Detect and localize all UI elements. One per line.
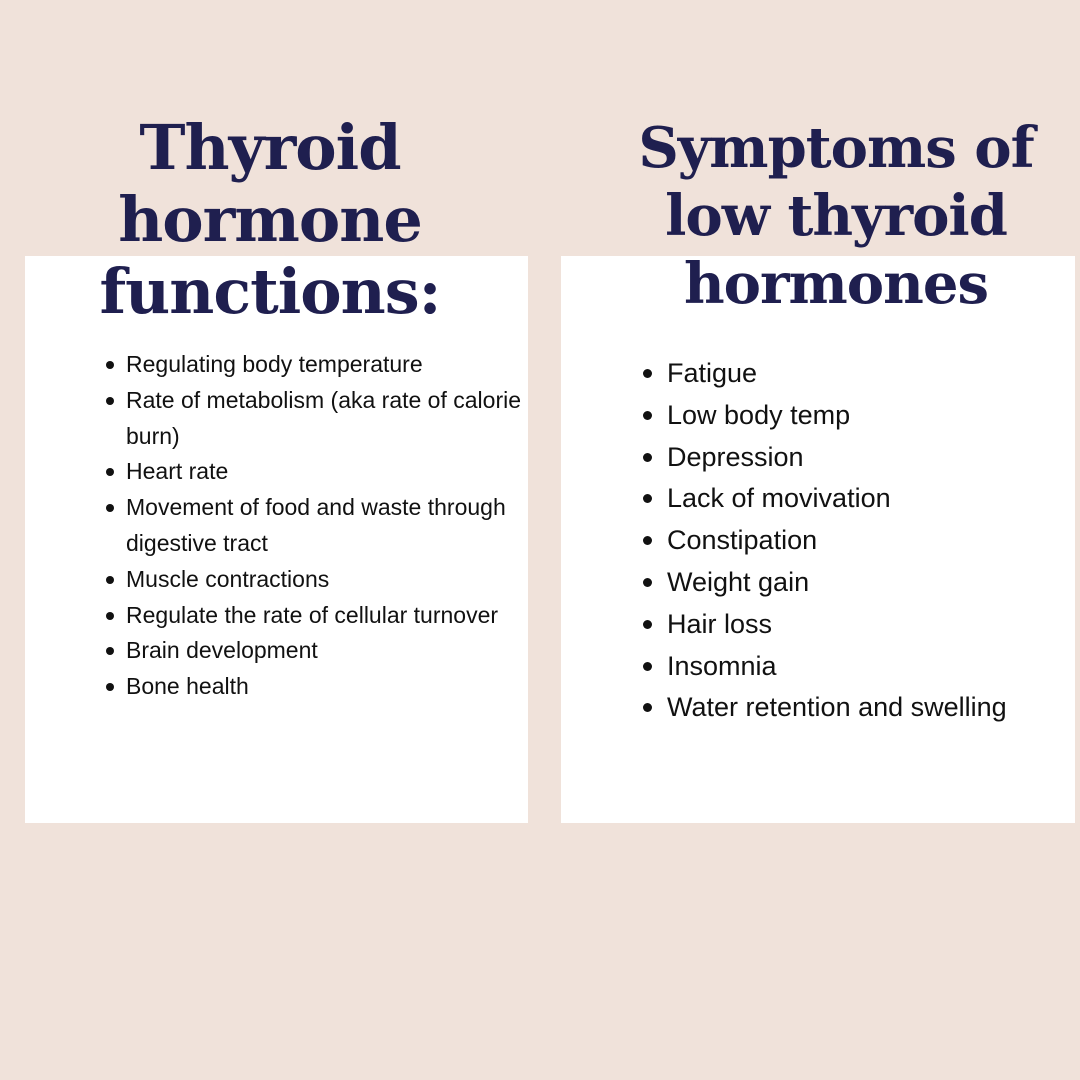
list-item: Fatigue — [667, 353, 1062, 395]
list-item: Brain development — [126, 633, 521, 669]
list-item: Regulating body temperature — [126, 347, 521, 383]
list-item: Movement of food and waste through digestive tract — [126, 490, 521, 562]
list-item: Regulate the rate of cellular turnover — [126, 598, 521, 634]
symptoms-heading — [621, 114, 1051, 318]
functions-heading — [70, 112, 470, 328]
symptoms-list — [667, 353, 1062, 729]
heading-line: functions: — [99, 255, 441, 328]
list-item: Bone health — [126, 669, 521, 705]
list-item: Low body temp — [667, 395, 1062, 437]
list-item: Rate of metabolism (aka rate of calorie burn) — [126, 383, 521, 455]
list-item: Hair loss — [667, 604, 1062, 646]
heading-line: hormone — [118, 183, 422, 256]
functions-list — [126, 347, 521, 705]
heading-line: low thyroid — [665, 183, 1007, 249]
heading-line: Thyroid — [139, 111, 401, 184]
list-item: Muscle contractions — [126, 562, 521, 598]
list-item: Lack of movivation — [667, 478, 1062, 520]
heading-line: hormones — [683, 251, 989, 317]
list-item: Weight gain — [667, 562, 1062, 604]
heading-line: Symptoms of — [638, 115, 1034, 181]
list-item: Insomnia — [667, 646, 1062, 688]
list-item: Constipation — [667, 520, 1062, 562]
list-item: Depression — [667, 437, 1062, 479]
list-item: Water retention and swelling — [667, 687, 1062, 729]
list-item: Heart rate — [126, 454, 521, 490]
